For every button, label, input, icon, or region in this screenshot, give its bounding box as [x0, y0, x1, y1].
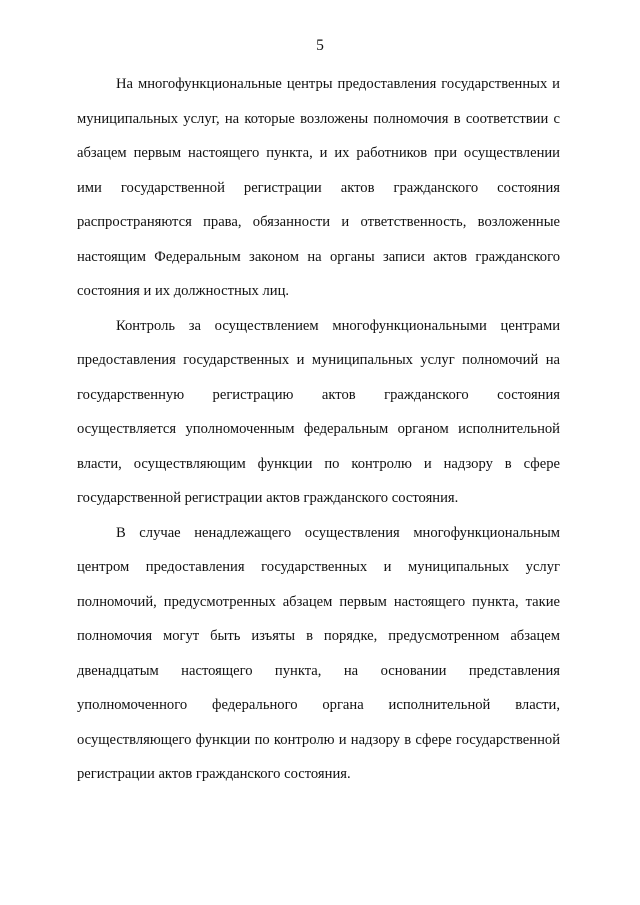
document-body [77, 67, 560, 792]
paragraph-control: Контроль за осуществлением многофункциональными центрами предоставления государственных и муниципальных услуг полномочий на государственную регистрацию актов гражданского состояния осуществляется уполномоченным федеральным органом исполнительной власти, осуществляющим функции по контролю и надзору в сфере государственной регистрации актов гражданского состояния. [77, 317, 560, 506]
paragraph-improper-exercise: В случае ненадлежащего осуществления многофункциональным центром предоставления государственных и муниципальных услуг полномочий, предусмотренных абзацем первым настоящего пункта, такие полномочия могут быть изъяты в порядке, предусмотренном абзацем двенадцатым настоящего пункта, на основании представления уполномоченного федерального органа исполнительной власти, осуществляющего функции по контролю и надзору в сфере государственной регистрации актов гражданского состояния. [77, 524, 560, 782]
page-number: 5 [316, 37, 324, 54]
paragraph-mfc-rights: На многофункциональные центры предоставления государственных и муниципальных услуг, на которые возложены полномочия в соответствии с абзацем первым настоящего пункта, и их работников при осуществлении ими государственной регистрации актов гражданского состояния распространяются права, обязанности и ответственность, возложенные настоящим Федеральным законом на органы записи актов гражданского состояния и их должностных лиц. [77, 76, 560, 299]
